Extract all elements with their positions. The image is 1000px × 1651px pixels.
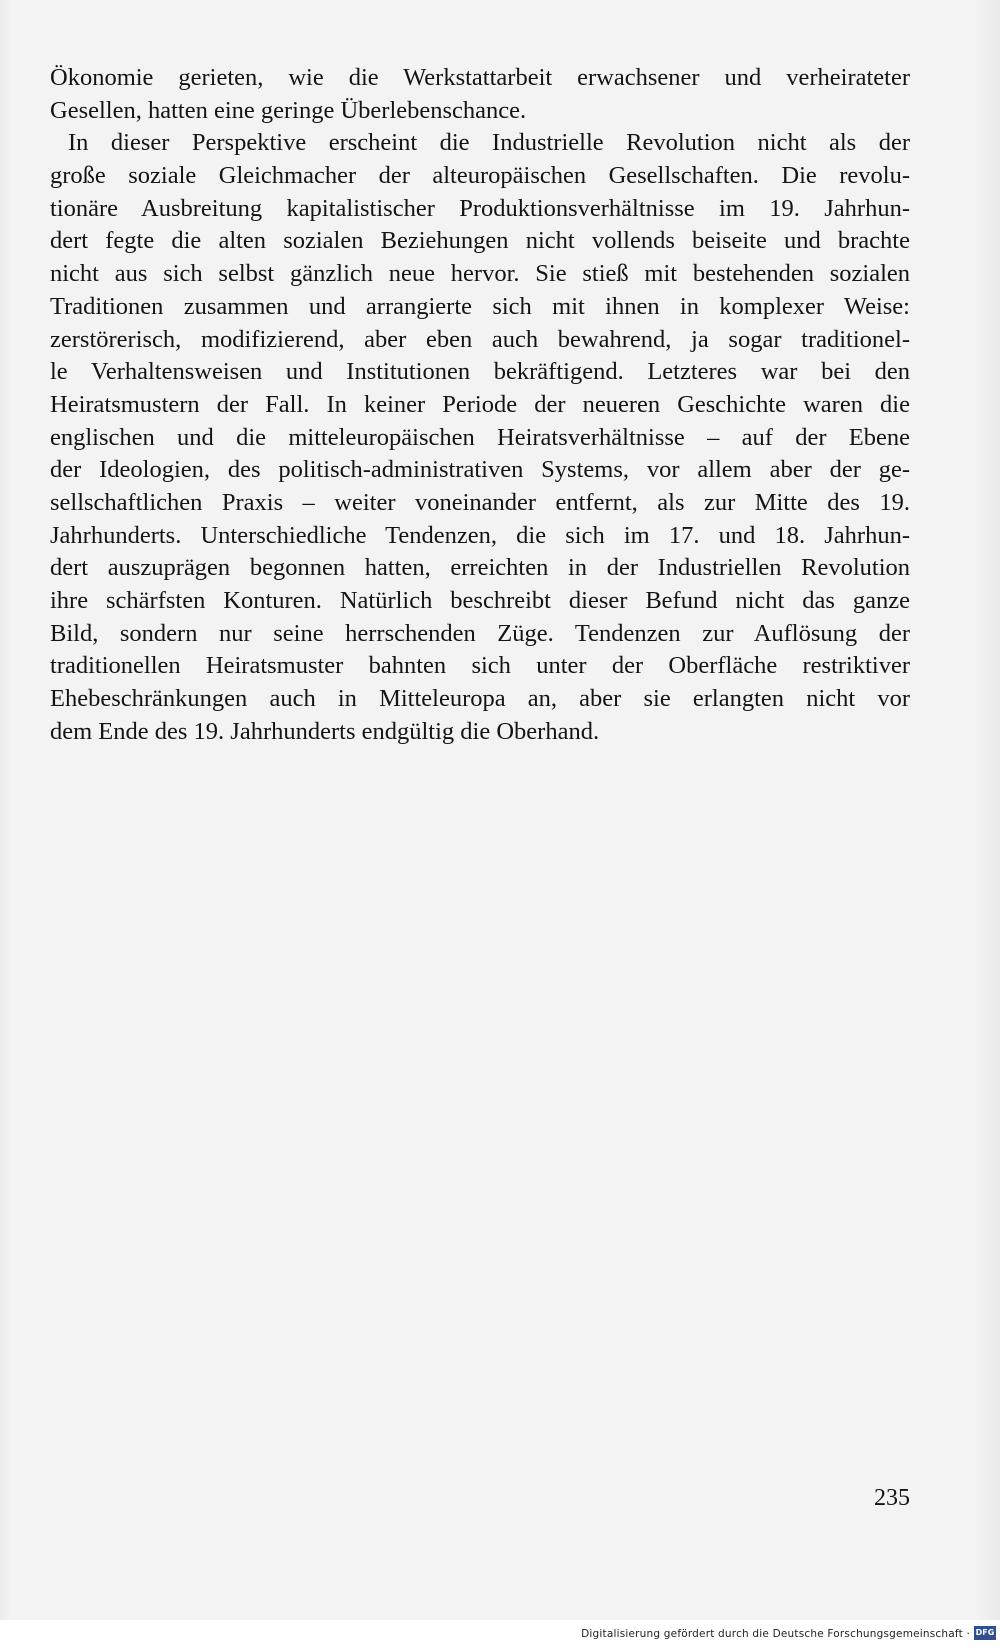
text-line: Bild, sondern nur seine herrschenden Züge. Tendenzen zur Auflösung der — [50, 619, 910, 647]
page-number: 235 — [874, 1485, 910, 1511]
text-line: ihre schärfsten Konturen. Natürlich beschreibt dieser Befund nicht das ganze — [50, 587, 910, 614]
paragraph-first-line: In dieser Perspektive erscheint die Industrielle Revolution nicht als der — [68, 129, 910, 157]
text-line: Traditionen zusammen und arrangierte sich mit ihnen in komplexer Weise: — [50, 292, 910, 320]
text-line: Jahrhunderts. Unterschiedliche Tendenzen, die sich im 17. und 18. Jahrhun- — [50, 521, 910, 549]
text-line: Heiratsmustern der Fall. In keiner Periode der neueren Geschichte waren die — [50, 390, 910, 418]
text-line: dert auszuprägen begonnen hatten, erreichten in der Industriellen Revolution — [50, 554, 910, 582]
text-line: der Ideologien, des politisch-administrativen Systems, vor allem aber der ge- — [50, 456, 910, 484]
digitization-credit: Digitalisierung gefördert durch die Deutsche Forschungsgemeinschaft · — [581, 1628, 970, 1640]
text-line: le Verhaltensweisen und Institutionen bekräftigend. Letzteres war bei den — [50, 358, 910, 386]
text-line: nicht aus sich selbst gänzlich neue hervor. Sie stieß mit bestehenden sozialen — [50, 260, 910, 288]
text-line: zerstörerisch, modifizierend, aber eben auch bewahrend, ja sogar traditionel- — [50, 325, 910, 353]
text-line: Gesellen, hatten eine geringe Überlebenschance. — [50, 96, 527, 124]
digitization-footer — [0, 1620, 1000, 1651]
text-line: traditionellen Heiratsmuster bahnten sich unter der Oberfläche restriktiver — [50, 652, 910, 680]
text-line: dert fegte die alten sozialen Beziehungen nicht vollends beiseite und brachte — [50, 227, 910, 255]
text-line: Ökonomie gerieten, wie die Werkstattarbeit erwachsener und verheirateter — [50, 64, 910, 91]
text-line: dem Ende des 19. Jahrhunderts endgültig die Oberhand. — [50, 717, 600, 745]
body-text — [50, 62, 910, 748]
text-line: englischen und die mitteleuropäischen Heiratsverhältnisse – auf der Ebene — [50, 423, 910, 451]
text-line: Ehebeschränkungen auch in Mitteleuropa an, aber sie erlangten nicht vor — [50, 685, 910, 713]
text-line: sellschaftlichen Praxis – weiter voneinander entfernt, als zur Mitte des 19. — [50, 488, 910, 516]
dfg-logo-icon: DFG — [974, 1626, 996, 1640]
text-line: große soziale Gleichmacher der alteuropäischen Gesellschaften. Die revolu- — [50, 162, 910, 190]
text-line: tionäre Ausbreitung kapitalistischer Produktionsverhältnisse im 19. Jahrhun- — [50, 194, 910, 222]
